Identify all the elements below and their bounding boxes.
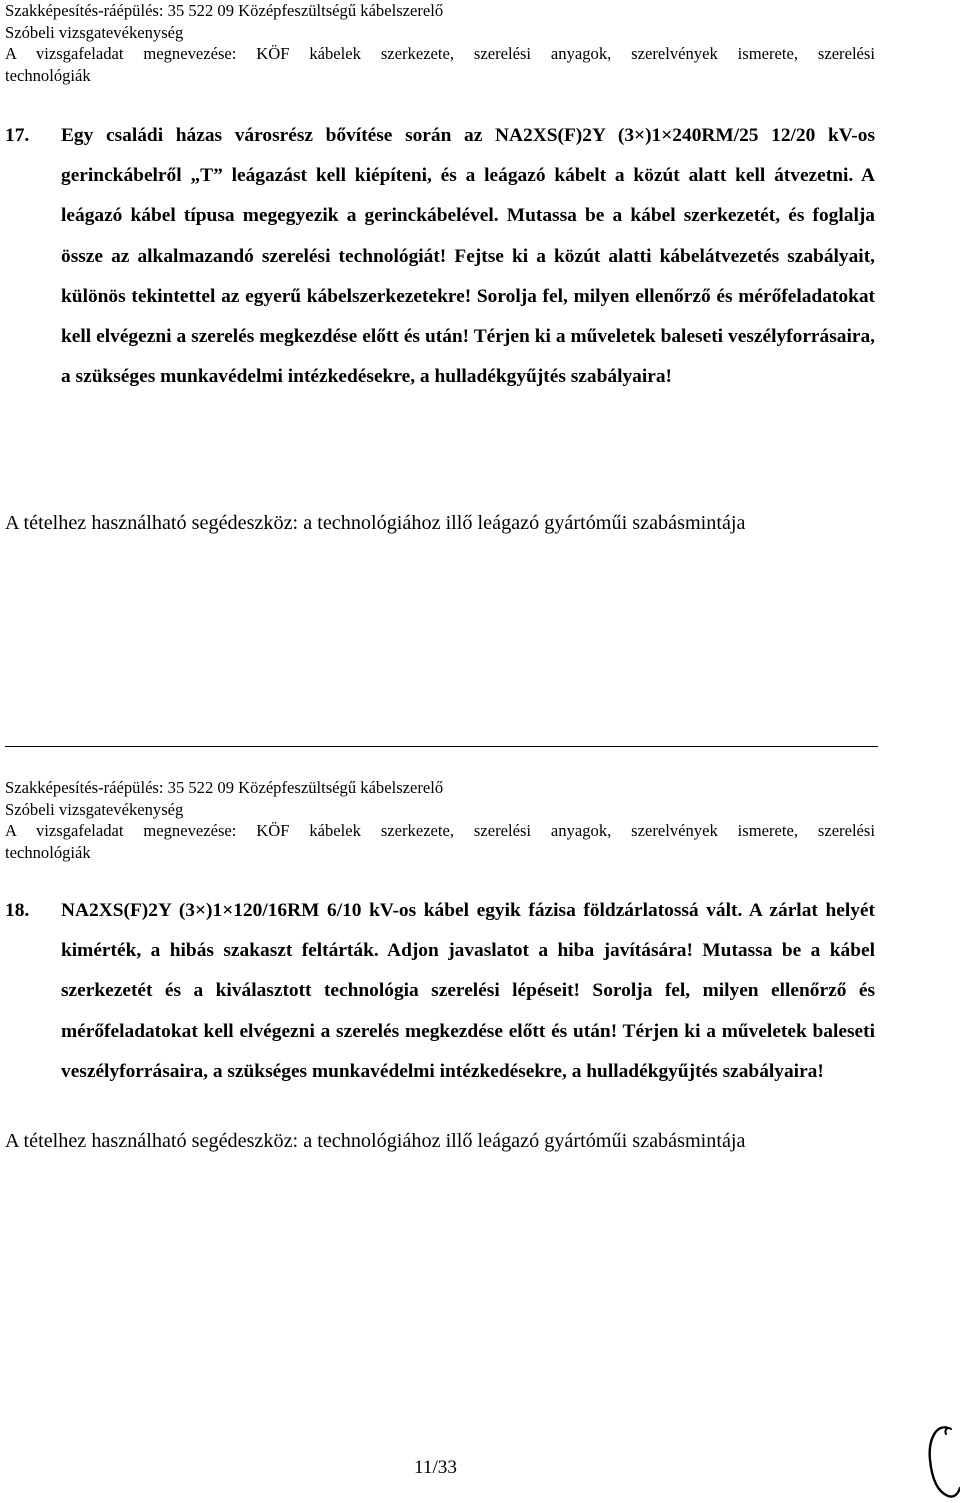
header-qualification: Szakképesítés-ráépülés: 35 522 09 Középfeszültségű kábelszerelő [5,1,444,20]
page-number: 11/33 [414,1457,457,1478]
page-header [5,777,875,863]
section-divider [5,746,878,747]
page-header [5,0,875,86]
question-text: NA2XS(F)2Y (3×)1×120/16RM 6/10 kV-os kábel egyik fázisa földzárlatossá vált. A zárlat helyét kimérték, a hibás szakaszt feltárták. Adjon javaslatot a hiba javítására! Mutassa be a kábel szerkezetét és a kiválasztott technológia szerelési lépéseit! Sorolja fel, milyen ellenőrző és mérőfeladatokat kell elvégezni a szerelés megkezdése előtt és után! Térjen ki a műveletek baleseti veszélyforrásaira, a szükséges munkavédelmi intézkedésekre, a hulladékgyűjtés szabályaira! [61,900,875,1082]
header-task-name-cont: technológiák [5,842,91,862]
question-17 [5,116,875,397]
handwritten-signature [918,1420,960,1503]
question-number: 18. [5,900,30,921]
header-task-name-cont: technológiák [5,65,91,85]
header-activity: Szóbeli vizsgatevékenység [5,22,184,42]
question-number: 17. [5,125,30,146]
question-18 [5,891,875,1092]
header-task-name: A vizsgafeladat megnevezése: KÖF kábelek szerkezete, szerelési anyagok, szerelvények ismerete, szerelési [5,44,875,63]
question-text: Egy családi házas városrész bővítése során az NA2XS(F)2Y (3×)1×240RM/25 12/20 kV-os gerinckábelről „T” leágazást kell kiépíteni, és a leágazó kábelt a közút alatt kell átvezetni. A leágazó kábel típusa megegyezik a gerinckábelével. Mutassa be a kábel szerkezetét, és foglalja össze az alkalmazandó szerelési technológiát! Fejtse ki a közút alatti kábelátvezetés szabályait, különös tekintettel az egyerű kábelszerkezetekre! Sorolja fel, milyen ellenőrző és mérőfeladatokat kell elvégezni a szerelés megkezdése előtt és után! Térjen ki a műveletek baleseti veszélyforrásaira, a szükséges munkavédelmi intézkedésekre, a hulladékgyűjtés szabályaira! [61,125,875,388]
allowed-aid-note: A tételhez használható segédeszköz: a technológiához illő leágazó gyártóműi szabásmintája [5,1130,746,1152]
allowed-aid-note: A tételhez használható segédeszköz: a technológiához illő leágazó gyártóműi szabásmintája [5,512,746,534]
header-task-name: A vizsgafeladat megnevezése: KÖF kábelek szerkezete, szerelési anyagok, szerelvények ismerete, szerelési [5,821,875,840]
header-activity: Szóbeli vizsgatevékenység [5,799,184,819]
header-qualification: Szakképesítés-ráépülés: 35 522 09 Középfeszültségű kábelszerelő [5,778,444,797]
